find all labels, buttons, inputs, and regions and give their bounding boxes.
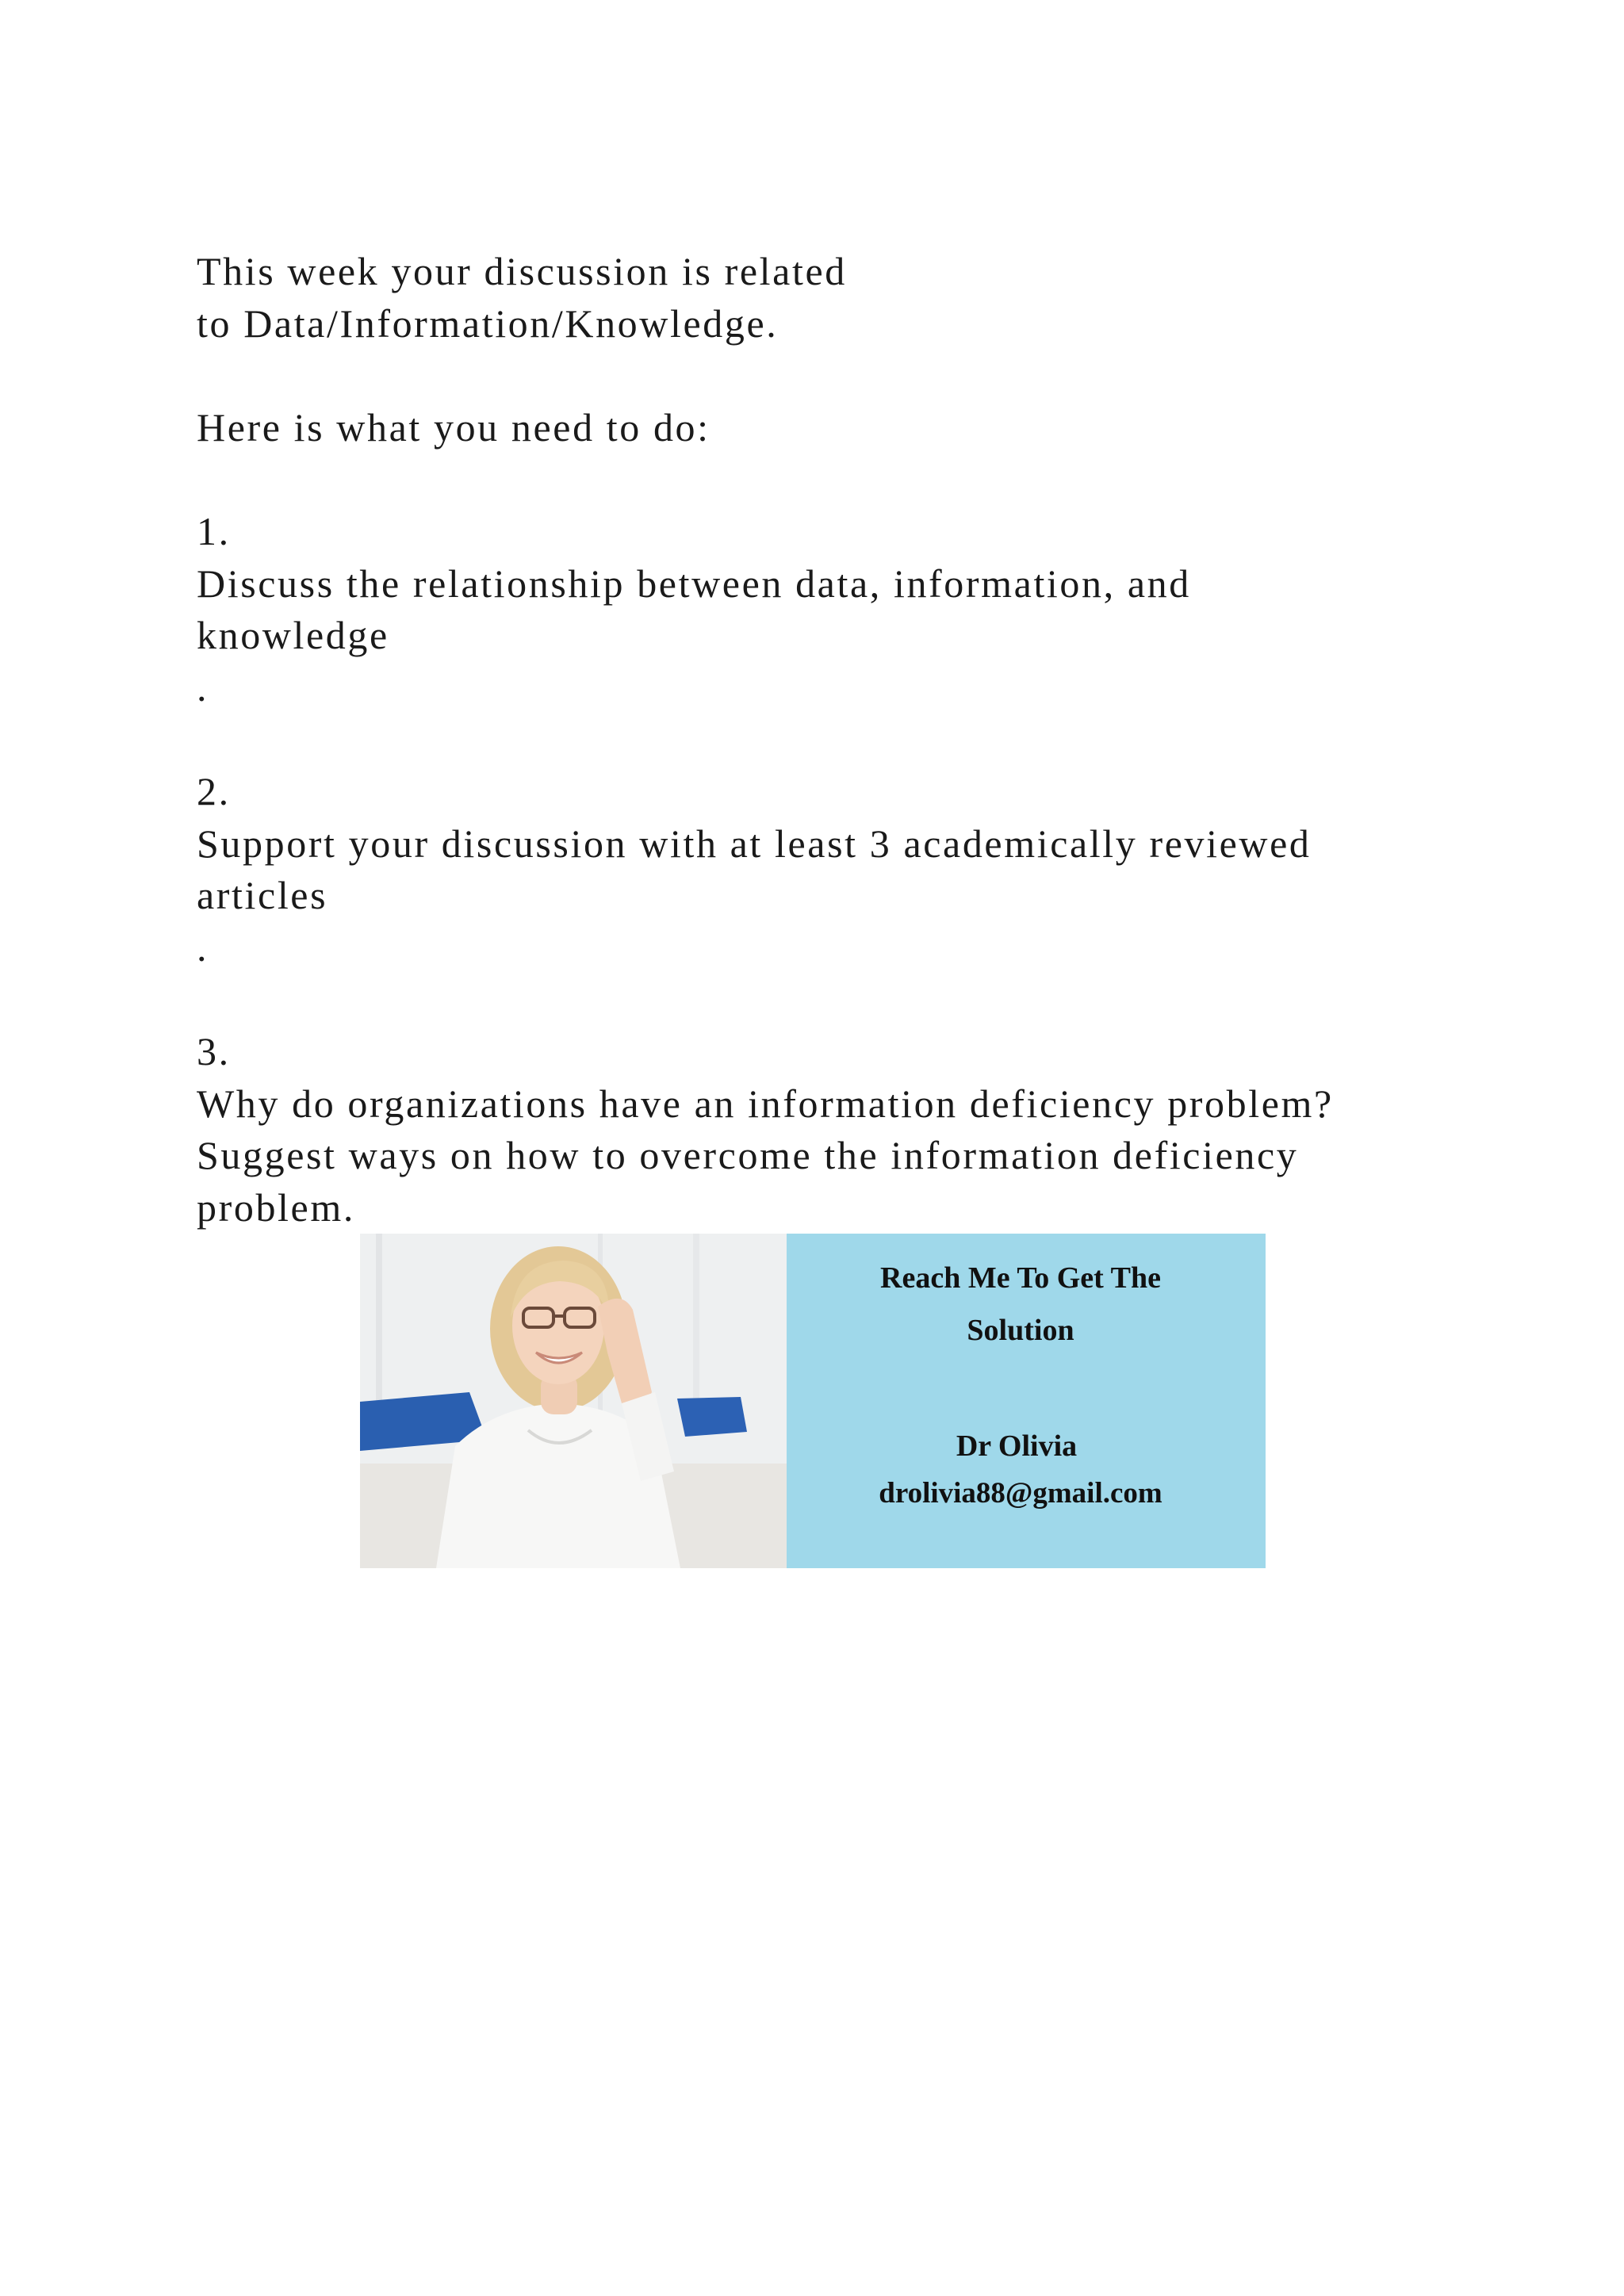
contact-card (787, 1234, 1266, 1568)
card-headline-line-2: Solution (967, 1314, 1074, 1347)
card-headline-line-1: Reach Me To Get The (880, 1261, 1161, 1295)
blank-line (197, 350, 1481, 402)
intro-line-2: to Data/Information/Knowledge. (197, 300, 779, 346)
item-3-line-1: Why do organizations have an information deficiency problem? (197, 1081, 1334, 1126)
woman-illustration (360, 1234, 787, 1568)
item-2-line-2: articles (197, 873, 328, 918)
contact-email: drolivia88@gmail.com (879, 1477, 1162, 1510)
contact-banner (360, 1234, 1266, 1568)
item-1-line-1: Discuss the relationship between data, information, and (197, 561, 1191, 606)
intro-line-1: This week your discussion is related (197, 249, 847, 293)
item-1-terminator: . (197, 664, 209, 710)
item-2-number: 2. (197, 768, 231, 813)
document-body (197, 246, 1481, 1234)
instructions-line: Here is what you need to do: (197, 404, 710, 450)
blank-line (197, 974, 1481, 1026)
item-1-number: 1. (197, 508, 231, 553)
item-2-line-1: Support your discussion with at least 3 academically reviewed (197, 821, 1312, 866)
item-3-number: 3. (197, 1028, 231, 1073)
item-3-line-2: Suggest ways on how to overcome the information deficiency (197, 1133, 1299, 1178)
woman-photo (360, 1234, 787, 1568)
item-1-line-2: knowledge (197, 613, 389, 658)
item-3-line-3: problem. (197, 1184, 355, 1230)
contact-name: Dr Olivia (956, 1429, 1078, 1463)
blank-line (197, 714, 1481, 766)
item-2-terminator: . (197, 924, 209, 970)
blank-line (197, 453, 1481, 506)
